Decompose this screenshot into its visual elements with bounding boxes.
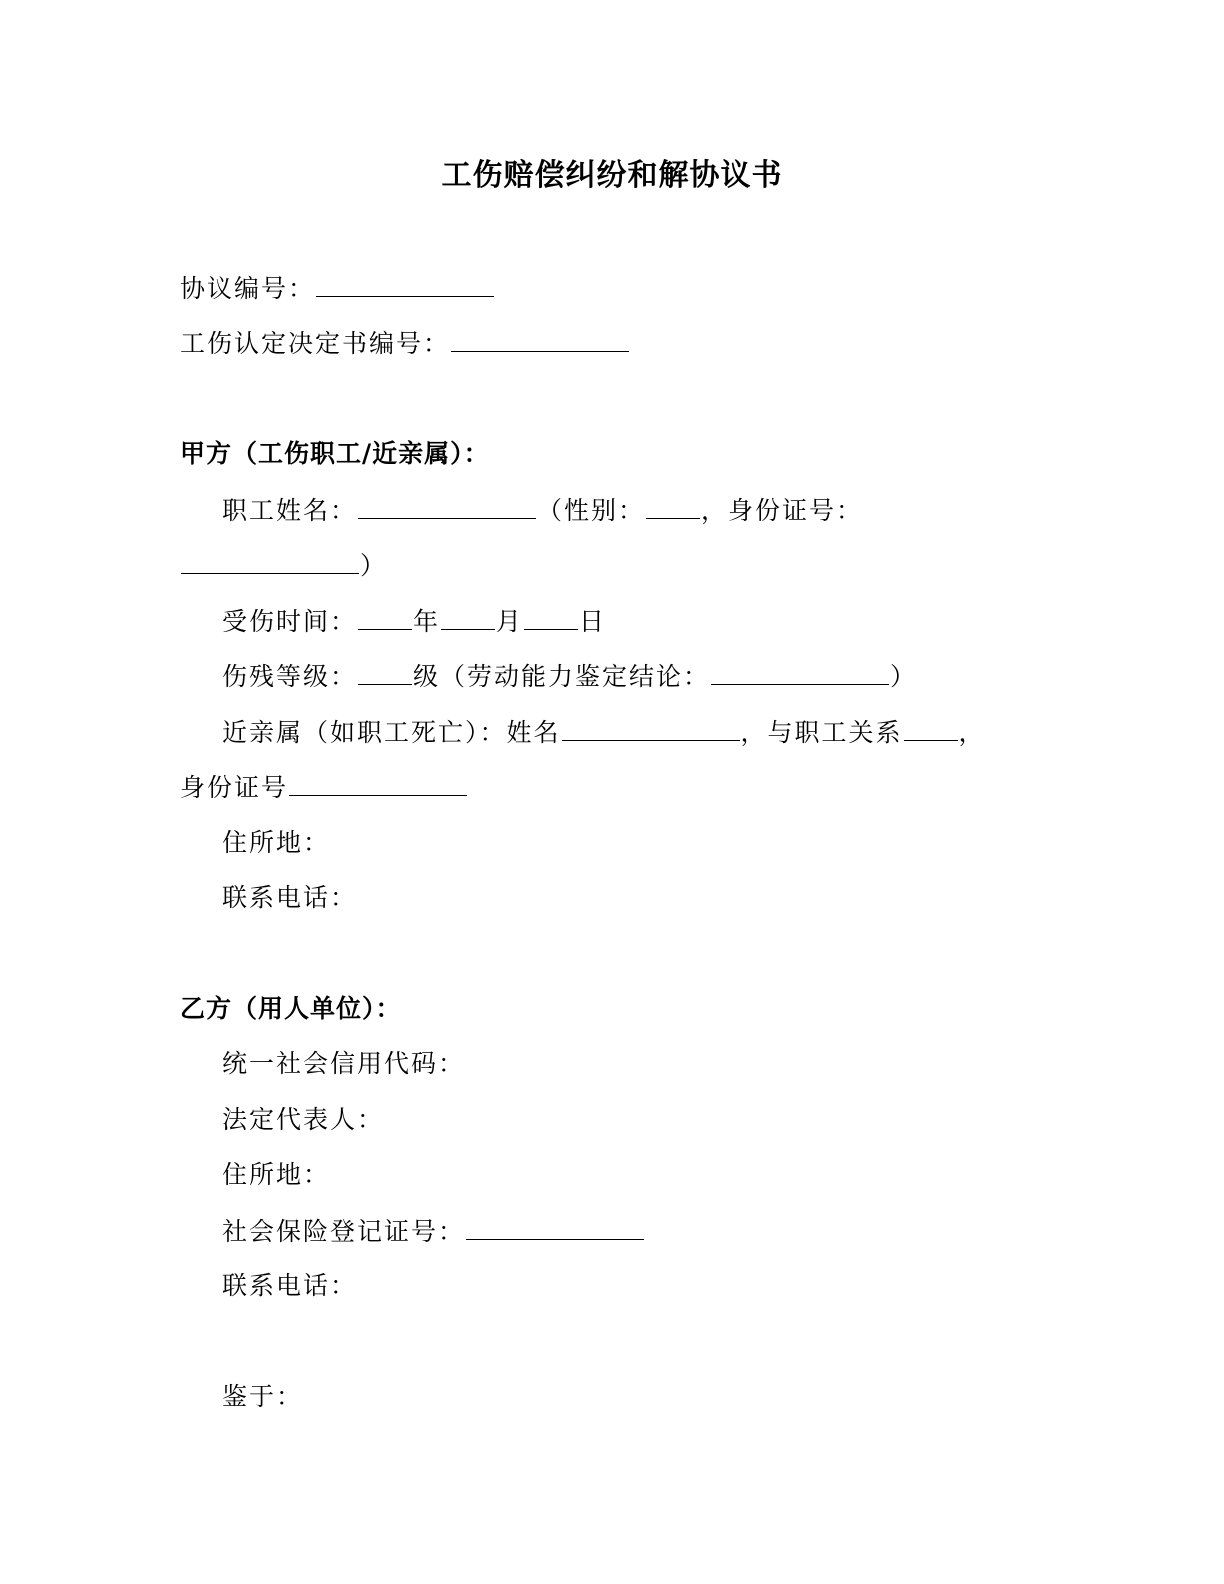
relation-label: ，与职工关系 xyxy=(740,718,903,747)
id-number-blank[interactable] xyxy=(181,547,359,574)
relation-blank[interactable] xyxy=(904,714,958,741)
relative-id-line xyxy=(180,769,468,806)
day-label: 日 xyxy=(579,607,607,636)
party-a-heading: 甲方（工伤职工/近亲属）： xyxy=(180,439,490,468)
agreement-number-label: 协议编号： xyxy=(180,274,316,303)
relative-line xyxy=(222,714,986,751)
party-a-phone: 联系电话： xyxy=(222,883,358,912)
document-title: 工伤赔偿纠纷和解协议书 xyxy=(441,158,783,193)
relative-id-blank[interactable] xyxy=(289,769,467,796)
social-insurance-label: 社会保险登记证号： xyxy=(222,1217,466,1246)
party-b-phone: 联系电话： xyxy=(222,1271,358,1300)
worker-name-label: 职工姓名： xyxy=(222,496,358,525)
ability-assessment-label: 级（劳动能力鉴定结论： xyxy=(413,662,711,691)
injury-time-line xyxy=(222,603,606,640)
relation-comma: ， xyxy=(958,718,986,747)
party-a-address: 住所地： xyxy=(222,828,331,857)
party-b-heading: 乙方（用人单位）： xyxy=(180,994,402,1023)
relative-id-label: 身份证号 xyxy=(180,773,289,802)
whereas-label: 鉴于： xyxy=(222,1382,304,1411)
gender-blank[interactable] xyxy=(646,492,700,519)
worker-name-blank[interactable] xyxy=(358,492,536,519)
injury-time-label: 受伤时间： xyxy=(222,607,358,636)
month-label: 月 xyxy=(496,607,524,636)
ability-assessment-blank[interactable] xyxy=(711,658,889,685)
injury-month-blank[interactable] xyxy=(441,603,495,630)
id-number-label: ，身份证号： xyxy=(701,496,864,525)
injury-decision-number-line xyxy=(180,325,630,362)
injury-decision-number-label: 工伤认定决定书编号： xyxy=(180,329,451,358)
injury-year-blank[interactable] xyxy=(358,603,412,630)
legal-representative-label: 法定代表人： xyxy=(222,1105,385,1134)
relative-name-label: 近亲属（如职工死亡）：姓名 xyxy=(222,718,561,747)
party-b-address: 住所地： xyxy=(222,1160,331,1189)
disability-grade-line xyxy=(222,658,917,695)
close-paren: ） xyxy=(360,551,388,580)
social-insurance-line xyxy=(222,1213,645,1250)
injury-decision-number-blank[interactable] xyxy=(451,325,629,352)
credit-code-label: 统一社会信用代码： xyxy=(222,1049,466,1078)
id-number-continuation-line xyxy=(180,547,387,584)
relative-name-blank[interactable] xyxy=(562,714,740,741)
agreement-number-blank[interactable] xyxy=(316,270,494,297)
grade-close-paren: ） xyxy=(890,662,918,691)
disability-grade-label: 伤残等级： xyxy=(222,662,358,691)
injury-day-blank[interactable] xyxy=(524,603,578,630)
agreement-number-line xyxy=(180,270,495,307)
worker-name-line xyxy=(222,492,863,529)
disability-grade-blank[interactable] xyxy=(358,658,412,685)
gender-label: （性别： xyxy=(537,496,646,525)
year-label: 年 xyxy=(413,607,441,636)
social-insurance-blank[interactable] xyxy=(466,1213,644,1240)
